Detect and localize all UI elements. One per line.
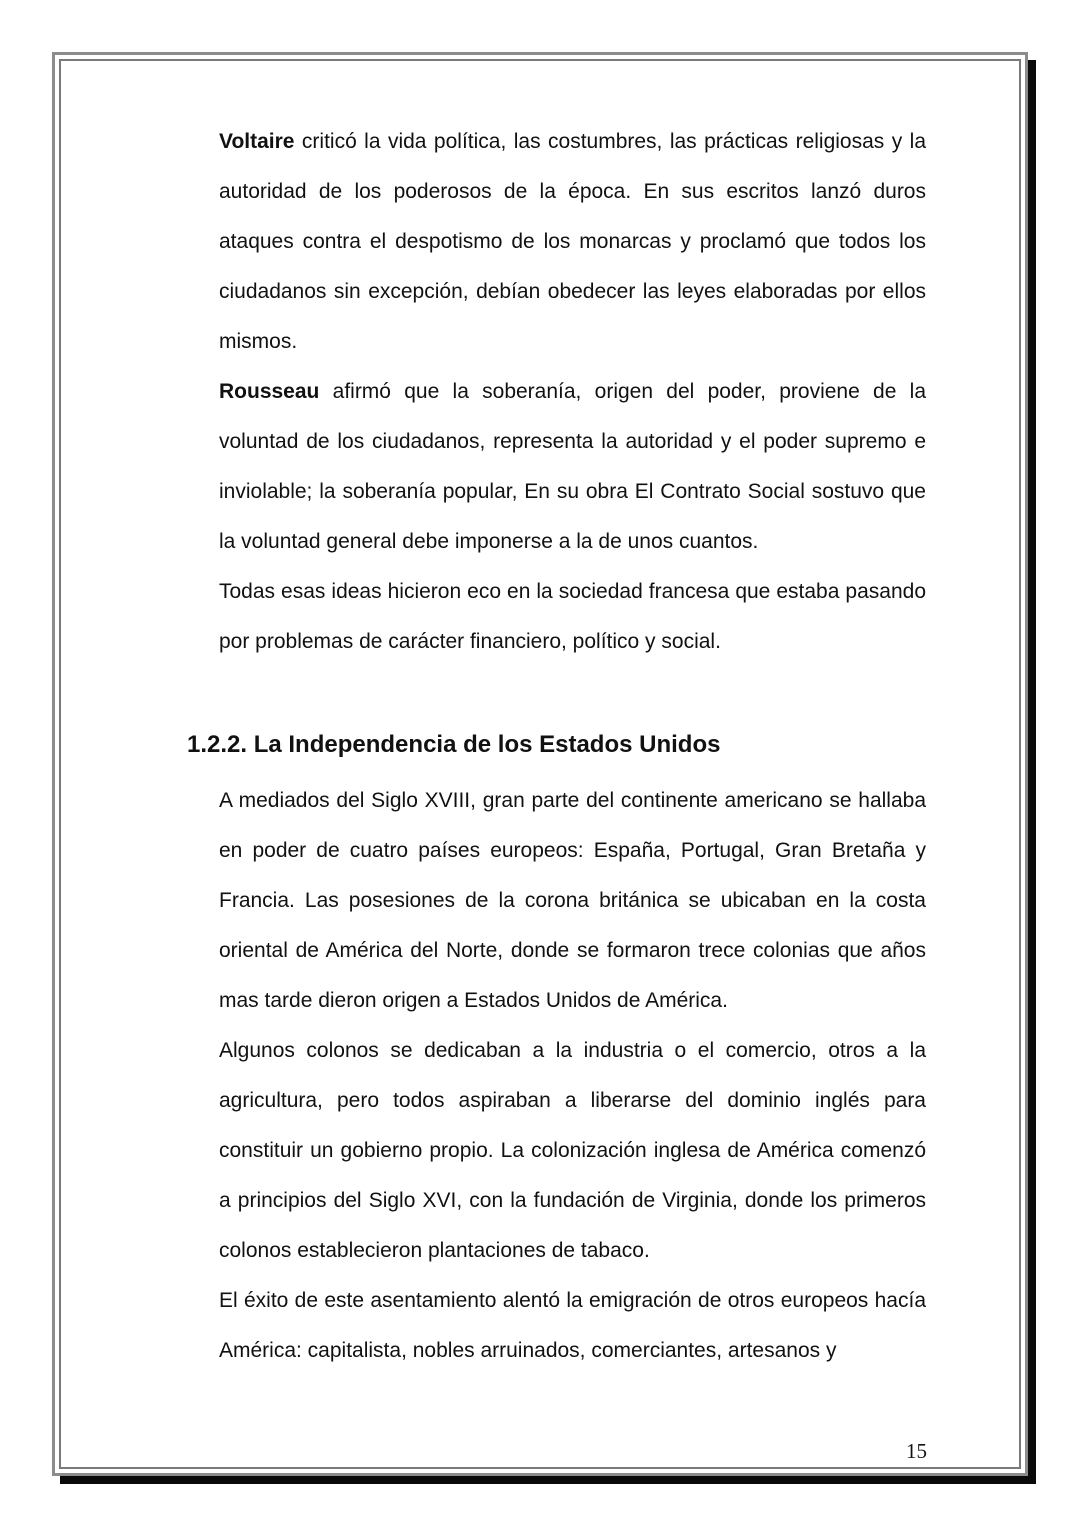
- paragraph-ideas-echo: Todas esas ideas hicieron eco en la sociedad francesa que estaba pasando por problemas de carácter financiero, político y social.: [219, 580, 926, 653]
- paragraph-colonists: Algunos colonos se dedicaban a la industria o el comercio, otros a la agricultura, pero todos aspiraban a liberarse del dominio inglés para constituir un gobierno propio. La colonización inglesa de América comenzó a principios del Siglo XVI, con la fundación de Virginia, donde los primeros colonos establecieron plantaciones de tabaco.: [219, 1039, 926, 1262]
- rousseau-text: afirmó que la soberanía, origen del poder, proviene de la voluntad de los ciudadanos, representa la autoridad y el poder supremo e inviolable; la soberanía popular, En su obra El Contrato Social sostuvo que la voluntad general debe imponerse a la de unos cuantos.: [219, 380, 926, 553]
- paragraph-voltaire: [219, 117, 926, 367]
- paragraph-continent: A mediados del Siglo XVIII, gran parte del continente americano se hallaba en poder de cuatro países europeos: España, Portugal, Gran Bretaña y Francia. Las posesiones de la corona británica se ubicaban en la costa oriental de América del Norte, donde se formaron trece colonias que años mas tarde dieron origen a Estados Unidos de América.: [219, 789, 926, 1012]
- text-block-philosophers: [219, 117, 926, 667]
- voltaire-name: Voltaire: [219, 130, 295, 153]
- rousseau-name: Rousseau: [219, 380, 320, 403]
- text-block-independence: [219, 776, 926, 1376]
- section-heading: 1.2.2. La Independencia de los Estados Unidos: [187, 731, 721, 758]
- page-number: 15: [906, 1439, 927, 1463]
- paragraph-emigration: El éxito de este asentamiento alentó la emigración de otros europeos hacía América: capitalista, nobles arruinados, comerciantes, artesanos y: [219, 1289, 926, 1362]
- voltaire-text: criticó la vida política, las costumbres, las prácticas religiosas y la autoridad de los poderosos de la época. En sus escritos lanzó duros ataques contra el despotismo de los monarcas y proclamó que todos los ciudadanos sin excepción, debían obedecer las leyes elaboradas por ellos mismos.: [219, 130, 926, 353]
- paragraph-rousseau: [219, 367, 926, 567]
